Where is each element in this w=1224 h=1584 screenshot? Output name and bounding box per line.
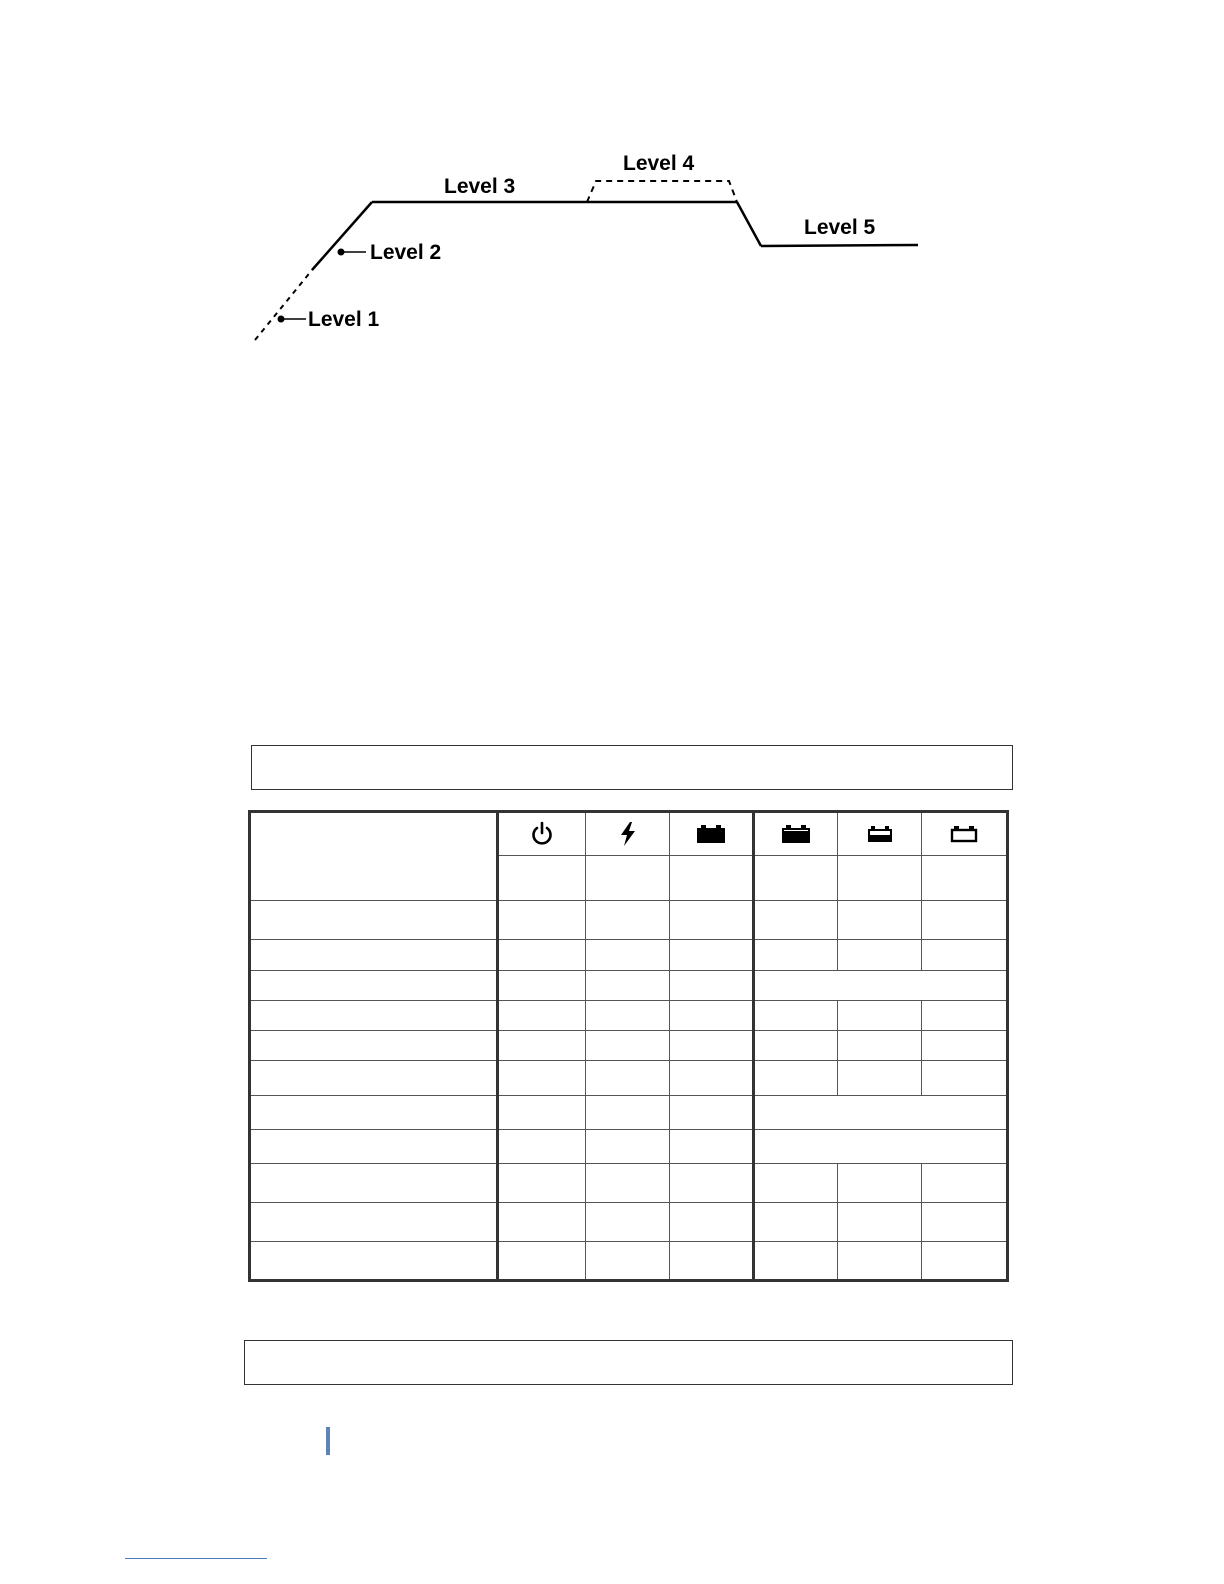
table-cell: [498, 1203, 586, 1242]
table-cell: [586, 1031, 670, 1061]
table-cell: [754, 1164, 838, 1203]
level-3-label: Level 3: [444, 175, 516, 198]
table-cell: [498, 1130, 586, 1164]
table-row-label: [250, 940, 498, 971]
table-row-label: [250, 1242, 498, 1281]
battery-full-icon: [696, 824, 726, 844]
table-cell: [670, 940, 754, 971]
level-5-drop-segment: [737, 202, 761, 246]
table-row-label: [250, 1031, 498, 1061]
table-header-label-cell: [250, 812, 498, 901]
level-2-segment: [312, 202, 372, 270]
table-row: [250, 1164, 1008, 1203]
table-cell: [498, 1164, 586, 1203]
level-5-segment: [761, 245, 918, 246]
table-cell: [922, 1164, 1008, 1203]
level-5-label: Level 5: [804, 216, 876, 239]
table-cell: [586, 940, 670, 971]
table-row: [250, 940, 1008, 971]
table-row: [250, 1242, 1008, 1281]
table-cell: [498, 971, 586, 1001]
caption-box-top: [251, 745, 1013, 790]
battery-empty-icon: [950, 825, 978, 843]
table-cell: [498, 1096, 586, 1130]
battery-empty-header-cell: [922, 812, 1008, 856]
table-cell: [670, 1130, 754, 1164]
table-cell: [586, 1096, 670, 1130]
level-4-segment: [587, 181, 737, 202]
table-cell: [670, 1031, 754, 1061]
table-row-label: [250, 1001, 498, 1031]
table-cell: [838, 940, 922, 971]
caption-box-bottom: [244, 1340, 1013, 1385]
level-1-label: Level 1: [308, 308, 380, 331]
table-cell: [670, 1001, 754, 1031]
table-row: [250, 1001, 1008, 1031]
table-cell: [498, 940, 586, 971]
table-cell: [670, 1164, 754, 1203]
level-4-label: Level 4: [623, 152, 695, 175]
lightning-icon: [618, 821, 638, 847]
table-cell: [838, 1031, 922, 1061]
table-cell: [586, 1164, 670, 1203]
table-cell: [498, 856, 586, 901]
table-cell: [586, 901, 670, 940]
table-cell: [838, 1242, 922, 1281]
table-merged-cell: [754, 1130, 1008, 1164]
table-row-label: [250, 1130, 498, 1164]
table-cell: [922, 1203, 1008, 1242]
table-cell: [754, 1061, 838, 1096]
table-merged-cell: [754, 1096, 1008, 1130]
table-cell: [498, 1061, 586, 1096]
battery-half-header-cell: [838, 812, 922, 856]
table-row-label: [250, 1096, 498, 1130]
table-row: [250, 1130, 1008, 1164]
table-cell: [586, 971, 670, 1001]
power-icon: [530, 821, 554, 847]
table-row-label: [250, 1164, 498, 1203]
table-cell: [754, 1001, 838, 1031]
table-row-label: [250, 971, 498, 1001]
led-status-table: [248, 810, 1009, 1282]
table-cell: [838, 1164, 922, 1203]
table-cell: [586, 1130, 670, 1164]
table-cell: [838, 1203, 922, 1242]
battery-high-header-cell: [754, 812, 838, 856]
table-row-label: [250, 1203, 498, 1242]
table-cell: [838, 901, 922, 940]
table-cell: [670, 1096, 754, 1130]
table-cell: [922, 856, 1008, 901]
table-cell: [922, 901, 1008, 940]
table-cell: [754, 901, 838, 940]
text-cursor-bar: [326, 1427, 330, 1455]
table-cell: [498, 901, 586, 940]
footnote-separator: [125, 1558, 267, 1559]
table-cell: [838, 1001, 922, 1031]
table-cell: [498, 1001, 586, 1031]
table-header-icons-row: [250, 812, 1008, 856]
table-cell: [670, 856, 754, 901]
table-row: [250, 1203, 1008, 1242]
table-cell: [498, 1031, 586, 1061]
battery-full-header-cell: [670, 812, 754, 856]
table-cell: [754, 1203, 838, 1242]
table-row-label: [250, 1061, 498, 1096]
table-cell: [670, 901, 754, 940]
table-cell: [754, 1031, 838, 1061]
table-cell: [922, 1242, 1008, 1281]
table-cell: [670, 1061, 754, 1096]
table-cell: [586, 1061, 670, 1096]
battery-half-icon: [867, 825, 893, 843]
table-cell: [670, 971, 754, 1001]
table-cell: [586, 1203, 670, 1242]
table-cell: [586, 1242, 670, 1281]
table-cell: [922, 1061, 1008, 1096]
table-cell: [498, 1242, 586, 1281]
charge-level-diagram: [0, 0, 1224, 380]
table-cell: [754, 1242, 838, 1281]
table-row: [250, 901, 1008, 940]
lightning-header-cell: [586, 812, 670, 856]
table-cell: [586, 856, 670, 901]
table-row: [250, 1096, 1008, 1130]
table-cell: [586, 1001, 670, 1031]
level-2-label: Level 2: [370, 241, 442, 264]
table-cell: [670, 1242, 754, 1281]
battery-high-icon: [781, 824, 811, 844]
table-cell: [922, 1001, 1008, 1031]
table-row: [250, 971, 1008, 1001]
table-merged-cell: [754, 971, 1008, 1001]
table-cell: [754, 856, 838, 901]
table-cell: [922, 940, 1008, 971]
table-row-label: [250, 901, 498, 940]
table-cell: [670, 1203, 754, 1242]
table-row: [250, 1031, 1008, 1061]
table-cell: [838, 856, 922, 901]
table-cell: [922, 1031, 1008, 1061]
table-cell: [754, 940, 838, 971]
power-header-cell: [498, 812, 586, 856]
table-cell: [838, 1061, 922, 1096]
level-1-segment: [255, 270, 312, 340]
table-row: [250, 1061, 1008, 1096]
